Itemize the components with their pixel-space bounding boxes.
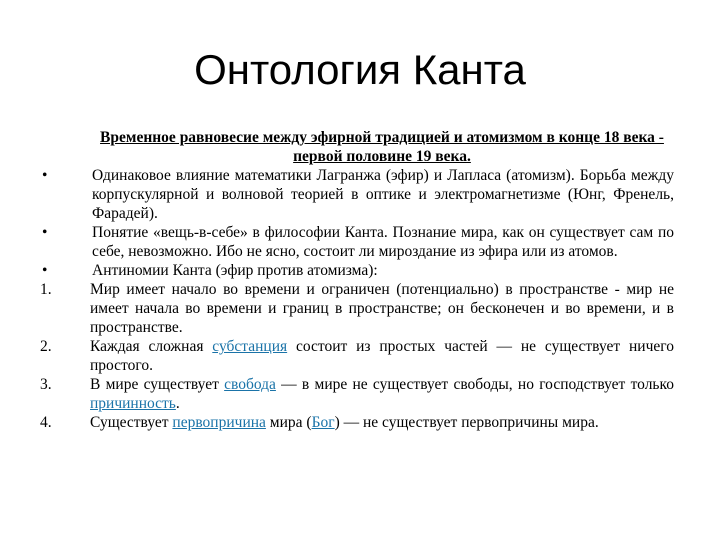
bullet-marker: • (42, 224, 48, 241)
section-heading: Временное равновесие между эфирной традицией и атомизмом в конце 18 века - первой половине 19 века. (100, 129, 664, 165)
bullet-text: Антиномии Канта (эфир против атомизма): (92, 262, 378, 279)
text-fragment: — в мире не существует свободы, но господствует только (275, 376, 674, 393)
number-marker: 1. (40, 281, 52, 298)
numbered-text (90, 337, 674, 375)
god-link[interactable]: Бог (311, 414, 335, 431)
substance-link[interactable]: субстанция (212, 338, 288, 355)
bullet-marker: • (42, 167, 48, 184)
text-fragment: . (175, 395, 180, 412)
text-fragment: мира ( (265, 414, 312, 431)
text-fragment: Существует (90, 414, 173, 431)
slide-content (40, 128, 674, 432)
first-cause-link[interactable]: первопричина (172, 414, 266, 431)
bullet-text: Понятие «вещь-в-себе» в философии Канта. Познание мира, как он существует сам по себе, невозможно. Ибо не ясно, состоит ли мироздание из эфира или из атомов. (92, 224, 674, 260)
number-marker: 2. (40, 338, 52, 355)
numbered-item (40, 375, 674, 413)
bullet-item (40, 166, 674, 223)
text-fragment: В мире существует (90, 376, 225, 393)
bullet-text: Одинаковое влияние математики Лагранжа (эфир) и Лапласа (атомизм). Борьба между корпускулярной и волновой теорией в оптике и электромагнетизме (Юнг, Френель, Фарадей). (92, 167, 674, 222)
bullet-item (40, 223, 674, 261)
number-marker: 4. (40, 414, 52, 431)
freedom-link[interactable]: свобода (224, 376, 276, 393)
slide-title: Онтология Канта (194, 46, 526, 93)
bullet-item (40, 261, 674, 280)
causality-link[interactable]: причинность (90, 395, 176, 412)
text-fragment: состоит из простых частей — не существует ничего простого. (90, 338, 674, 374)
numbered-text: Мир имеет начало во времени и ограничен (потенциально) в пространстве - мир не имеет начала во времени и границ в пространстве; он бесконечен и во времени, и в пространстве. (90, 281, 674, 336)
text-fragment: Каждая сложная (90, 338, 213, 355)
numbered-text (90, 413, 674, 432)
number-marker: 3. (40, 376, 52, 393)
text-fragment: ) — не существует первопричины мира. (334, 414, 599, 431)
numbered-text (90, 375, 674, 413)
numbered-item (40, 337, 674, 375)
bullet-marker: • (42, 262, 48, 279)
numbered-item (40, 413, 674, 432)
numbered-item (40, 280, 674, 337)
